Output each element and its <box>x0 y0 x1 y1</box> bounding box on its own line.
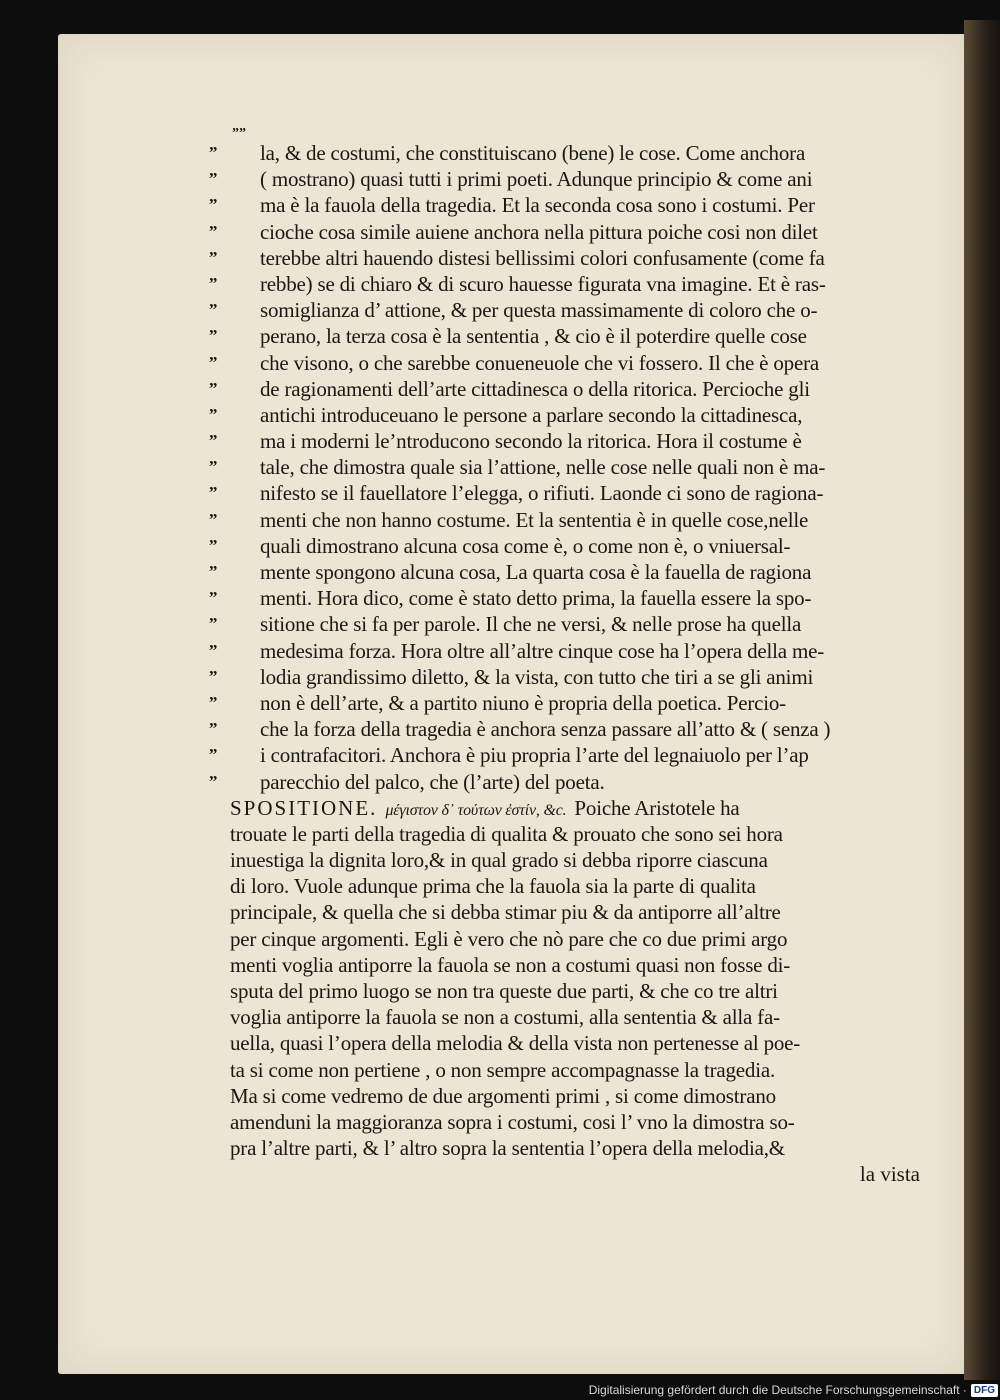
commentary-line <box>208 638 920 664</box>
line-text: trouate le parti della tragedia di qualita & prouato che sono sei hora <box>230 821 783 846</box>
line-text: quali dimostrano alcuna cosa come è, o come non è, o vniuersal- <box>260 533 791 558</box>
commentary-line <box>208 533 920 559</box>
quote-mark: ” <box>208 221 218 241</box>
quote-mark: ” <box>208 771 218 791</box>
line-text: ( mostrano) quasi tutti i primi poeti. Adunque principio & come ani <box>260 167 813 192</box>
line-text: cioche cosa simile auiene anchora nella pittura poiche cosi non dilet <box>260 219 818 244</box>
commentary-line <box>208 219 920 245</box>
commentary-line <box>208 192 920 218</box>
line-text: che visono, o che sarebbe conueneuole che vi fossero. Il che è opera <box>260 350 819 375</box>
quote-mark: ” <box>208 509 218 529</box>
commentary-line <box>208 323 920 349</box>
commentary-line <box>208 350 920 376</box>
commentary-line <box>208 166 920 192</box>
line-text: sitione che si fa per parole. Il che ne versi, & nelle prose ha quella <box>260 612 802 637</box>
line-text: sputa del primo luogo se non tra queste due parti, & che co tre altri <box>230 979 778 1003</box>
quote-mark: ” <box>208 745 218 765</box>
commentary-line <box>208 428 920 454</box>
commentary-line <box>208 664 920 690</box>
line-text: non è dell’arte, & a partito niuno è propria della poetica. Percio- <box>260 690 786 715</box>
dfg-logo: DFG <box>971 1384 998 1397</box>
commentary-line <box>208 585 920 611</box>
book-spine <box>964 20 1000 1380</box>
line-text: menti che non hanno costume. Et la sententia è in quelle cose,nelle <box>260 507 809 532</box>
sposition-line <box>230 1030 920 1056</box>
sposition-line <box>230 978 920 1004</box>
line-text: principale, & quella che si debba stimar piu & da antiporre all’altre <box>230 900 781 925</box>
sposition-line <box>230 873 920 899</box>
quote-mark: ” <box>208 431 218 451</box>
quote-mark: ” <box>208 457 218 477</box>
sposition-line <box>230 1083 920 1109</box>
line-text: ta si come non pertiene , o non sempre accompagnasse la tragedia. <box>230 1057 776 1082</box>
quote-mark: ” <box>208 614 218 634</box>
line-text: i contrafacitori. Anchora è piu propria l’arte del legnaiuolo per l’ap <box>260 743 809 768</box>
line-text: pra l’altre parti, & l’ altro sopra la sententia l’opera della melodia,& <box>230 1136 785 1161</box>
quote-mark: ” <box>208 169 218 189</box>
commentary-line <box>208 769 920 795</box>
line-text: mente spongono alcuna cosa, La quarta cosa è la fauella de ragiona <box>260 560 812 584</box>
commentary-line <box>208 742 920 768</box>
line-text: tale, che dimostra quale sia l’attione, nelle cose nelle quali non è ma- <box>260 455 826 480</box>
line-text: menti. Hora dico, come è stato detto prima, la fauella essere la spo- <box>260 586 812 611</box>
line-text: terebbe altri hauendo distesi bellissimi colori confusamente (come fa <box>260 245 825 270</box>
quote-mark: ” <box>208 562 218 581</box>
line-text: de ragionamenti dell’arte cittadinesca o della ritorica. Percioche gli <box>260 376 810 401</box>
commentary-line <box>208 690 920 716</box>
sposition-heading-line <box>230 795 920 821</box>
line-text: lodia grandissimo diletto, & la vista, con tutto che tiri a se gli animi <box>260 664 814 689</box>
commentary-line <box>208 271 920 297</box>
footer-credit: Digitalisierung gefördert durch die Deutsche Forschungsgemeinschaft · <box>588 1383 967 1397</box>
line-text: somiglianza d’ attione, & per questa massimamente di coloro che o- <box>260 298 818 323</box>
sposition-line <box>230 1004 920 1030</box>
line-text: rebbe) se di chiaro & di scuro hauesse figurata vna imagine. Et è ras- <box>260 271 826 296</box>
line-text: per cinque argomenti. Egli è vero che nò pare che co due primi argo <box>230 926 788 951</box>
commentary-line <box>208 402 920 428</box>
commentary-line <box>208 611 920 637</box>
line-text: nifesto se il fauellatore l’elegga, o rifiuti. Laonde ci sono de ragiona- <box>260 481 824 506</box>
line-text: Ma si come vedremo de due argomenti primi , si come dimostrano <box>230 1083 776 1108</box>
commentary-line <box>208 376 920 402</box>
line-text: voglia antiporre la fauola se non a costumi, alla sententia & alla fa- <box>230 1005 780 1030</box>
sposition-line <box>230 952 920 978</box>
sposition-line <box>230 847 920 873</box>
commentary-line <box>208 559 920 585</box>
greek-quote: μέγιστον δ᾽ τούτων ἐστίν, &c. <box>385 801 567 819</box>
heading-rest: Poiche Aristotele ha <box>574 795 740 820</box>
sposition-line <box>230 1135 920 1161</box>
quote-mark: ” <box>208 666 218 686</box>
quote-mark: ” <box>208 273 218 293</box>
sposition-line <box>230 821 920 847</box>
commentary-line <box>208 454 920 480</box>
line-text: ma i moderni le’ntroducono secondo la ritorica. Hora il costume è <box>260 429 802 454</box>
quote-mark: ” <box>208 483 218 503</box>
line-text: che la forza della tragedia è anchora senza passare all’atto & ( senza ) <box>260 717 831 742</box>
line-text: menti voglia antiporre la fauola se non a costumi quasi non fosse di- <box>230 952 791 977</box>
sposition-line <box>230 1109 920 1135</box>
catchword: la vista <box>859 1162 920 1186</box>
quote-mark: ” <box>208 404 218 424</box>
line-text: di loro. Vuole adunque prima che la fauola sia la parte di qualita <box>230 874 756 899</box>
line-text: antichi introduceuano le persone a parlare secondo la cittadinesca, <box>260 402 803 427</box>
quote-mark: ” <box>208 588 218 608</box>
line-text: parecchio del palco, che (l’arte) del poeta. <box>260 769 605 794</box>
line-text: medesima forza. Hora oltre all’altre cinque cose ha l’opera della me- <box>260 638 824 663</box>
quote-mark: ” <box>208 300 218 320</box>
text-block <box>208 140 920 1161</box>
sposition-line <box>230 1057 920 1083</box>
line-text: perano, la terza cosa è la sententia , & cio è il poterdire quelle cose <box>260 324 807 349</box>
line-text: la, & de costumi, che constituiscano (bene) le cose. Come anchora <box>260 141 806 165</box>
sposition-heading: SPOSITIONE. <box>230 795 378 820</box>
commentary-line <box>208 507 920 533</box>
quote-mark: ” <box>208 195 218 215</box>
sposition-line <box>230 899 920 925</box>
quote-mark: ” <box>208 352 218 372</box>
quote-mark: ” <box>208 719 218 739</box>
line-text: ma è la fauola della tragedia. Et la seconda cosa sono i costumi. Per <box>260 193 815 218</box>
commentary-line <box>208 140 920 166</box>
line-text: amenduni la maggioranza sopra i costumi, cosi l’ vno la dimostra so- <box>230 1109 795 1134</box>
quote-mark: ” <box>208 378 218 398</box>
heading-wrap <box>230 795 740 824</box>
quote-mark: ” <box>208 535 218 555</box>
commentary-line <box>208 297 920 323</box>
line-text: inuestiga la dignita loro,& in qual grado si debba riporre ciascuna <box>230 848 768 873</box>
quote-mark: ” <box>208 640 218 660</box>
quote-mark: ” <box>208 326 218 346</box>
commentary-line <box>208 245 920 271</box>
footer <box>589 1380 1000 1400</box>
commentary-line <box>208 480 920 506</box>
line-text: uella, quasi l’opera della melodia & della vista non pertenesse al poe- <box>230 1031 801 1056</box>
sposition-line <box>230 926 920 952</box>
quote-mark: ” <box>208 692 218 712</box>
commentary-line <box>208 716 920 742</box>
quote-mark: ” <box>208 143 218 162</box>
quote-mark: ” <box>208 247 218 267</box>
top-quote-mark: ”” <box>232 126 246 141</box>
